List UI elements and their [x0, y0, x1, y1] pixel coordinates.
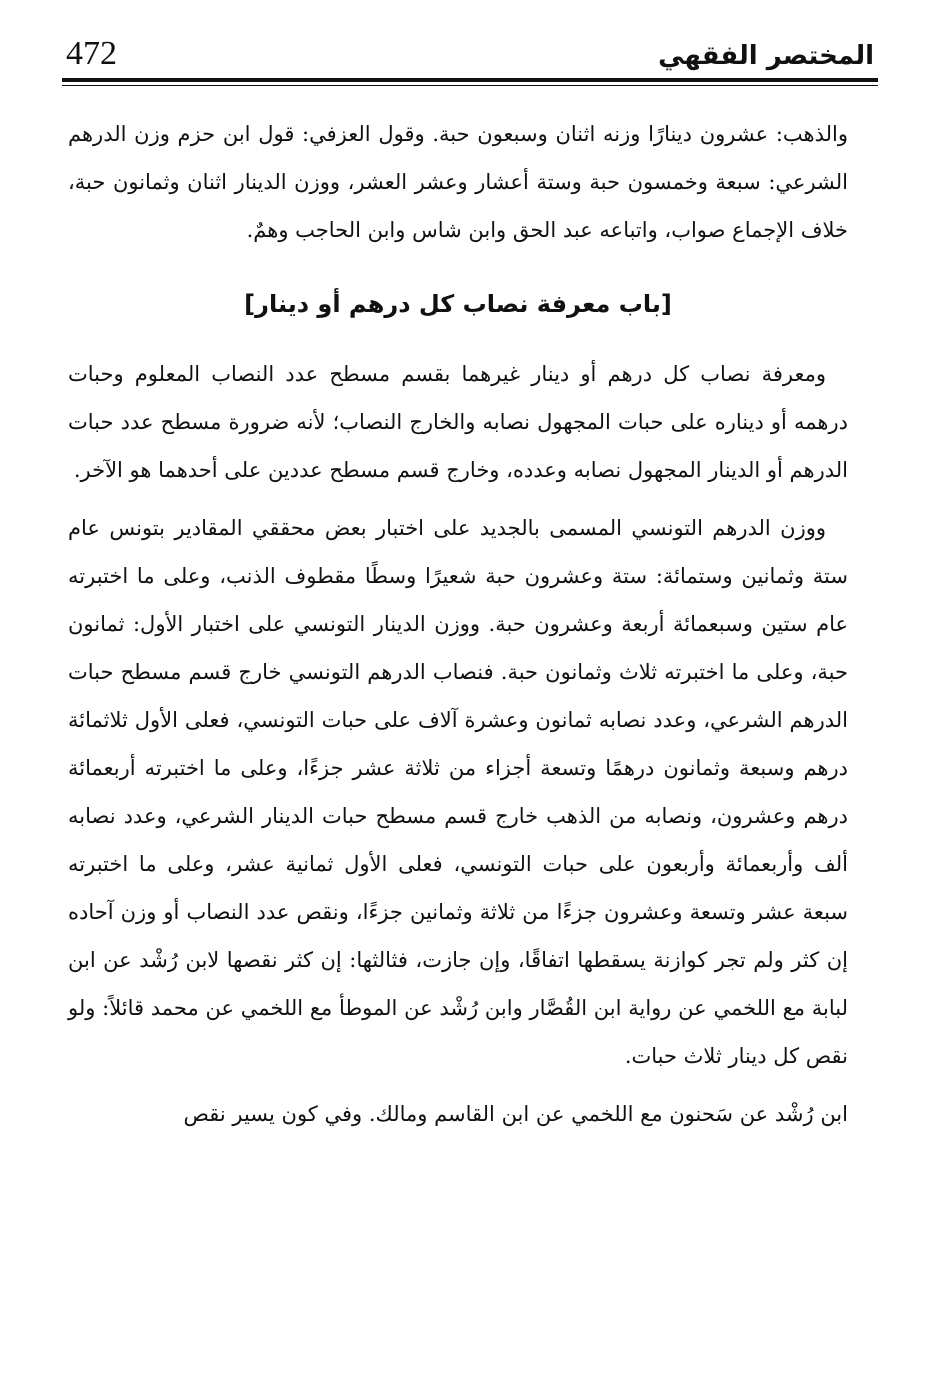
header-rule-thick — [62, 78, 878, 82]
header-rule-thin — [62, 85, 878, 86]
paragraph-1: والذهب: عشرون دينارًا وزنه اثنان وسبعون حبة. وقول العزفي: قول ابن حزم وزن الدرهم الشرعي: سبعة وخمسون حبة وستة أعشار وعشر العشر، ووزن الدينار اثنان وثمانون حبة، خلاف الإجماع صواب، واتباعه عبد الحق وابن شاس وابن الحاجب وهمٌ. — [68, 122, 848, 242]
page-body — [68, 110, 848, 1138]
page-number: 472 — [66, 35, 117, 72]
running-title: المختصر الفقهي — [658, 41, 874, 71]
paragraph-4: ابن رُشْد عن سَحنون مع اللخمي عن ابن القاسم ومالك. وفي كون يسير نقص — [183, 1102, 848, 1126]
section-heading: [باب معرفة نصاب كل درهم أو دينار] — [244, 290, 672, 318]
page-header — [62, 28, 878, 84]
paragraph-3: ووزن الدرهم التونسي المسمى بالجديد على اختبار بعض محققي المقادير بتونس عام ستة وثمانين وستمائة: ستة وعشرون حبة شعيرًا وسطًا مقطوف الذنب، وعلى ما اختبرته عام ستين وسبعمائة أربعة وعشرون حبة. ووزن الدينار التونسي على اختبار الأول: ثمانون حبة، وعلى ما اختبرته ثلاث وثمانون حبة. فنصاب الدرهم التونسي خارج قسم مسطح حبات الدرهم الشرعي، وعدد نصابه ثمانون وعشرة آلاف على حبات التونسي، فعلى الأول ثلاثمائة درهم وسبعة وثمانون درهمًا وتسعة أجزاء من ثلاثة عشر جزءًا، وعلى ما اختبرته أربعمائة درهم وعشرون، ونصابه من الذهب خارج قسم مسطح حبات الدينار الشرعي، وعدد نصابه ألف وأربعمائة وأربعون على حبات التونسي، فعلى الأول ثمانية عشر، وعلى ما اختبرته سبعة عشر وتسعة وعشرون جزءًا من ثلاثة وثمانين جزءًا، ونقص عدد النصاب أو وزن آحاده إن كثر ولم تجر كوازنة يسقطها اتفاقًا، وإن جازت، فثالثها: إن كثر نقصها لابن رُشْد عن ابن لبابة مع اللخمي عن رواية ابن القُصَّار وابن رُشْد عن الموطأ مع اللخمي عن محمد قائلاً: ولو نقص كل دينار ثلاث حبات. — [68, 516, 848, 1068]
paragraph-2: ومعرفة نصاب كل درهم أو دينار غيرهما بقسم مسطح عدد النصاب المعلوم وحبات درهمه أو ديناره على حبات المجهول نصابه والخارج النصاب؛ لأنه ضرورة مسطح عدد حبات الدرهم أو الدينار المجهول نصابه وعدده، وخارج قسم مسطح عددين على أحدهما هو الآخر. — [68, 362, 848, 482]
